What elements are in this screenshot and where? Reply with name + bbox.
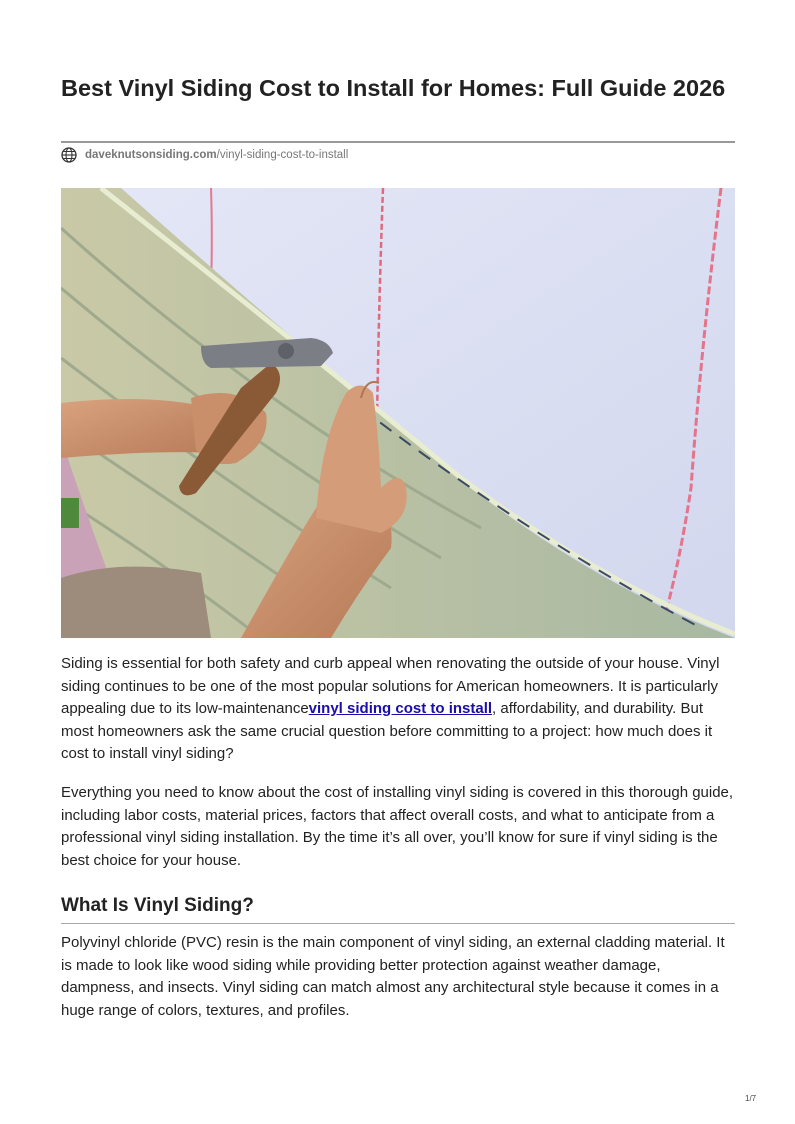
globe-icon: [61, 147, 77, 163]
vinyl-siding-cost-link[interactable]: vinyl siding cost to install: [308, 700, 493, 717]
page-title: Best Vinyl Siding Cost to Install for Homes: Full Guide 2026: [61, 75, 726, 101]
intro-paragraph: [61, 653, 735, 766]
source-url[interactable]: [61, 147, 348, 163]
intro-text-start: Siding is essential for both safety and curb appeal when renovating the outside of your house. Vinyl siding continues to be one of the most popular solutions for American homeowners. It is particularly appealing due to its low-maintenance: [61, 655, 720, 717]
title-divider: [61, 141, 735, 143]
source-domain: daveknutsonsiding.com: [85, 149, 217, 161]
section-divider: [61, 923, 735, 924]
definition-paragraph: Polyvinyl chloride (PVC) resin is the main component of vinyl siding, an external cladding material. It is made to look like wood siding while providing better protection against weather damage, dampness, and insects. Vinyl siding can match almost any architectural style because it comes in a huge range of colors, textures, and profiles.: [61, 934, 725, 1019]
intro-text-end: , affordability, and durability. But most homeowners ask the same crucial question before committing to a project: how much does it cost to install vinyl siding?: [61, 700, 713, 762]
page-number: 1/7: [745, 1094, 757, 1103]
hero-image: [61, 188, 735, 638]
source-path: /vinyl-siding-cost-to-install: [216, 149, 349, 161]
guide-paragraph: Everything you need to know about the cost of installing vinyl siding is covered in this thorough guide, including labor costs, material prices, factors that affect overall costs, and what to anticipate from a professional vinyl siding installation. By the time it’s all over, you’ll know for sure if vinyl siding is the best choice for your house.: [61, 784, 734, 869]
section-heading: What Is Vinyl Siding?: [61, 895, 254, 916]
